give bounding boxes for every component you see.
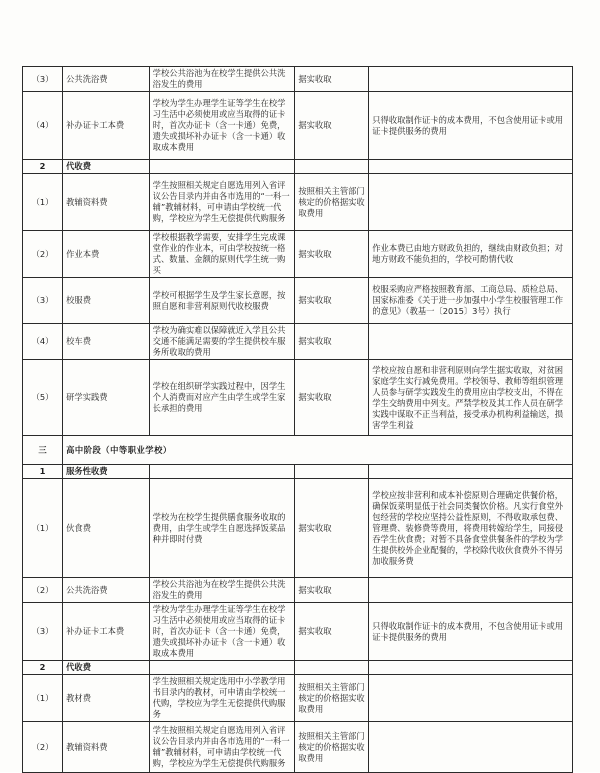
charge-basis: 据实收取 <box>295 603 369 661</box>
table-row <box>23 360 573 436</box>
row-number: （1） <box>23 479 63 578</box>
charge-basis: 据实收取 <box>295 479 369 578</box>
table-row <box>23 479 573 578</box>
table-row <box>23 603 573 661</box>
table-row <box>23 67 573 92</box>
fee-note <box>369 324 573 360</box>
fee-name: 教辅资料费 <box>63 722 150 773</box>
table-row <box>23 278 573 324</box>
row-number: （2） <box>23 231 63 278</box>
table-row <box>23 160 573 174</box>
charge-basis: 按照相关主管部门核定的价格据实收取费用 <box>295 174 369 231</box>
empty-cell <box>149 661 295 675</box>
fee-name: 教辅资料费 <box>63 174 150 231</box>
table-row <box>23 324 573 360</box>
row-number: （4） <box>23 324 63 360</box>
fee-name: 伙食费 <box>63 479 150 578</box>
fee-description: 学校为在校学生提供膳食服务收取的费用，由学生或学生自愿选择饭菜品种并即时付费 <box>149 479 295 578</box>
fee-name: 补办证卡工本费 <box>63 92 150 160</box>
table-row <box>23 661 573 675</box>
subsection-title: 服务性收费 <box>63 465 150 479</box>
empty-cell <box>295 465 369 479</box>
fee-note <box>369 67 573 92</box>
subsection-title: 代收费 <box>63 160 150 174</box>
table-row <box>23 675 573 722</box>
fee-description: 学校为确实难以保障就近入学且公共交通不能满足需要的学生提供校车服务所收取的费用 <box>149 324 295 360</box>
empty-cell <box>149 465 295 479</box>
empty-cell <box>295 160 369 174</box>
row-number: （4） <box>23 92 63 160</box>
table-row <box>23 722 573 773</box>
fee-description: 学生按照相关规定选用中小学教学用书目录内的教材，可申请由学校统一代购，学校应为学生无偿提供代购服务 <box>149 675 295 722</box>
fee-name: 公共洗浴费 <box>63 67 150 92</box>
empty-cell <box>149 160 295 174</box>
row-number: （3） <box>23 603 63 661</box>
charge-basis: 据实收取 <box>295 92 369 160</box>
empty-cell <box>369 160 573 174</box>
fee-description: 学校为学生办理学生证等学生在校学习生活中必须使用或应当取得的证卡时，首次办证卡（含一卡通）免费，遗失或损坏补办证卡（含一卡通）收取成本费用 <box>149 92 295 160</box>
row-number: （3） <box>23 278 63 324</box>
table-row <box>23 465 573 479</box>
subsection-title: 代收费 <box>63 661 150 675</box>
fee-note: 学校应按非营利和成本补偿原则合理确定供餐价格，确保饭菜明显低于社会同类餐饮价格。凡实行食堂外包经营的学校应坚持公益性原则，不得收取承包费、管理费、装修费等费用，将费用转嫁给学生，同接侵吞学生伙食费；对暂不具备食堂供餐条件的学校为学生提供校外企业配餐的，学校除代收伙食费外不得另加收服务费 <box>369 479 573 578</box>
fee-description: 学校公共浴池为在校学生提供公共洗浴发生的费用 <box>149 67 295 92</box>
row-number: （2） <box>23 722 63 773</box>
fee-note: 校服采购应严格按照教育部、工商总局、质检总局、国家标准委《关于进一步加强中小学生校服管理工作的意见》（教基一〔2015〕3号）执行 <box>369 278 573 324</box>
fee-table <box>22 66 573 773</box>
subsection-number: 2 <box>23 661 63 675</box>
section-number: 三 <box>23 436 63 465</box>
fee-description: 学校在组织研学实践过程中，因学生个人消费而对应产生由学生或学生家长承担的费用 <box>149 360 295 436</box>
row-number: （1） <box>23 174 63 231</box>
charge-basis: 按照相关主管部门核定的价格据实收取费用 <box>295 675 369 722</box>
table-row <box>23 231 573 278</box>
fee-note: 只得收取制作证卡的成本费用，不包含使用证卡或用证卡提供服务的费用 <box>369 603 573 661</box>
fee-name: 公共洗浴费 <box>63 578 150 603</box>
fee-note <box>369 578 573 603</box>
fee-name: 研学实践费 <box>63 360 150 436</box>
row-number: （1） <box>23 675 63 722</box>
fee-note: 学校应按自愿和非营利原则向学生据实收取，对贫困家庭学生实行减免费用。学校领导、教师等组织管理人员参与研学实践发生的费用应由学校支出，不得在学生交纳费用中列支。严禁学校及其工作人员在研学实践中谋取不正当利益，接受承办机构利益输送，损害学生利益 <box>369 360 573 436</box>
fee-name: 校车费 <box>63 324 150 360</box>
fee-table-body <box>23 67 573 773</box>
fee-name: 作业本费 <box>63 231 150 278</box>
row-number: （2） <box>23 578 63 603</box>
charge-basis: 按照相关主管部门核定的价格据实收取费用 <box>295 722 369 773</box>
fee-note <box>369 174 573 231</box>
section-title: 高中阶段（中等职业学校） <box>63 436 573 465</box>
charge-basis: 据实收取 <box>295 360 369 436</box>
fee-note: 只得收取制作证卡的成本费用，不包含使用证卡或用证卡提供服务的费用 <box>369 92 573 160</box>
charge-basis: 据实收取 <box>295 231 369 278</box>
fee-note <box>369 675 573 722</box>
fee-description: 学校为学生办理学生证等学生在校学习生活中必须使用或应当取得的证卡时，首次办证卡（含一卡通）免费，遗失或损坏补办证卡（含一卡通）收取成本费用 <box>149 603 295 661</box>
row-number: （3） <box>23 67 63 92</box>
fee-description: 学生按照相关规定自愿选用列入省评议公告目录内并由各市选用的“一科一辅”教辅材料，可申请由学校统一代购，学校应为学生无偿提供代购服务 <box>149 722 295 773</box>
fee-description: 学校根据教学需要，安排学生完成课堂作业的作业本，可由学校按统一格式、数量、金额的原则代学生统一购买 <box>149 231 295 278</box>
fee-note <box>369 722 573 773</box>
table-row <box>23 436 573 465</box>
fee-name: 补办证卡工本费 <box>63 603 150 661</box>
empty-cell <box>369 465 573 479</box>
row-number: （5） <box>23 360 63 436</box>
subsection-number: 2 <box>23 160 63 174</box>
charge-basis: 据实收取 <box>295 278 369 324</box>
table-row <box>23 174 573 231</box>
table-row <box>23 578 573 603</box>
charge-basis: 据实收取 <box>295 67 369 92</box>
fee-description: 学校可根据学生及学生家长意愿，按照自愿和非营利原则代收校服费 <box>149 278 295 324</box>
subsection-number: 1 <box>23 465 63 479</box>
fee-name: 教材费 <box>63 675 150 722</box>
fee-note: 作业本费已由地方财政负担的，继续由财政负担；对地方财政不能负担的，学校可酌情代收 <box>369 231 573 278</box>
fee-description: 学生按照相关规定自愿选用列入省评议公告目录内并由各市选用的“一科一辅”教辅材料，可申请由学校统一代购，学校应为学生无偿提供代购服务 <box>149 174 295 231</box>
fee-description: 学校公共浴池为在校学生提供公共洗浴发生的费用 <box>149 578 295 603</box>
empty-cell <box>369 661 573 675</box>
table-row <box>23 92 573 160</box>
charge-basis: 据实收取 <box>295 578 369 603</box>
fee-name: 校服费 <box>63 278 150 324</box>
charge-basis: 据实收取 <box>295 324 369 360</box>
empty-cell <box>295 661 369 675</box>
